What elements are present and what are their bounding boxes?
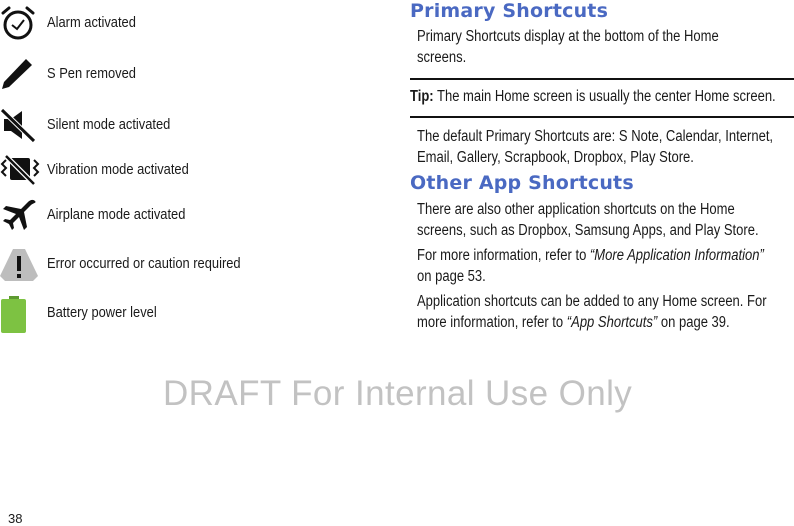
other-p2-pre: For more information, refer to — [417, 247, 590, 264]
primary-shortcuts-heading: Primary Shortcuts — [410, 0, 609, 22]
icon-label-battery: Battery power level — [47, 304, 157, 321]
other-p2-post: on page 53. — [417, 268, 486, 285]
other-p3 — [417, 291, 778, 333]
other-p2 — [417, 245, 778, 287]
page-number: 38 — [8, 511, 23, 526]
tip-body: The main Home screen is usually the center Home screen. — [433, 88, 776, 105]
icon-row-alarm — [0, 5, 300, 41]
airplane-icon — [0, 197, 40, 233]
icon-row-silent — [0, 107, 300, 143]
warning-icon — [0, 246, 40, 282]
other-p3-pre: Application shortcuts can be added to any Home screen. For more information, refer to — [417, 293, 767, 331]
silent-mode-icon — [0, 107, 40, 143]
icon-label-alarm: Alarm activated — [47, 14, 136, 31]
more-app-info-ref: “More Application Information” — [589, 247, 764, 264]
primary-defaults: The default Primary Shortcuts are: S Note, Calendar, Internet, Email, Gallery, Scrapbook, Dropbox, Play Store. — [417, 128, 774, 166]
icon-label-silent: Silent mode activated — [47, 116, 171, 133]
tip-text — [410, 88, 776, 106]
icon-label-airplane: Airplane mode activated — [47, 206, 186, 223]
primary-intro: Primary Shortcuts display at the bottom of the Home screens. — [417, 28, 719, 66]
app-shortcuts-ref: “App Shortcuts” — [566, 314, 658, 331]
icon-row-vibration — [0, 152, 300, 188]
icon-row-battery — [0, 295, 300, 331]
tip-box — [410, 78, 794, 118]
alarm-clock-icon — [0, 5, 40, 41]
other-p1: There are also other application shortcuts on the Home screens, such as Dropbox, Samsung Apps, and Play Store. — [417, 201, 759, 239]
other-shortcuts-heading: Other App Shortcuts — [410, 172, 634, 194]
vibration-icon — [0, 152, 40, 188]
icon-label-warning: Error occurred or caution required — [47, 255, 241, 272]
pen-icon — [0, 56, 40, 92]
icon-row-warning — [0, 246, 300, 282]
icon-row-airplane — [0, 197, 300, 233]
icon-label-pen: S Pen removed — [47, 65, 136, 82]
other-p3-post: on page 39. — [657, 314, 730, 331]
draft-watermark: DRAFT For Internal Use Only — [163, 374, 633, 413]
battery-icon — [0, 295, 40, 335]
icon-row-pen — [0, 56, 300, 92]
tip-label: Tip: — [410, 88, 434, 105]
icon-label-vibration: Vibration mode activated — [47, 161, 189, 178]
